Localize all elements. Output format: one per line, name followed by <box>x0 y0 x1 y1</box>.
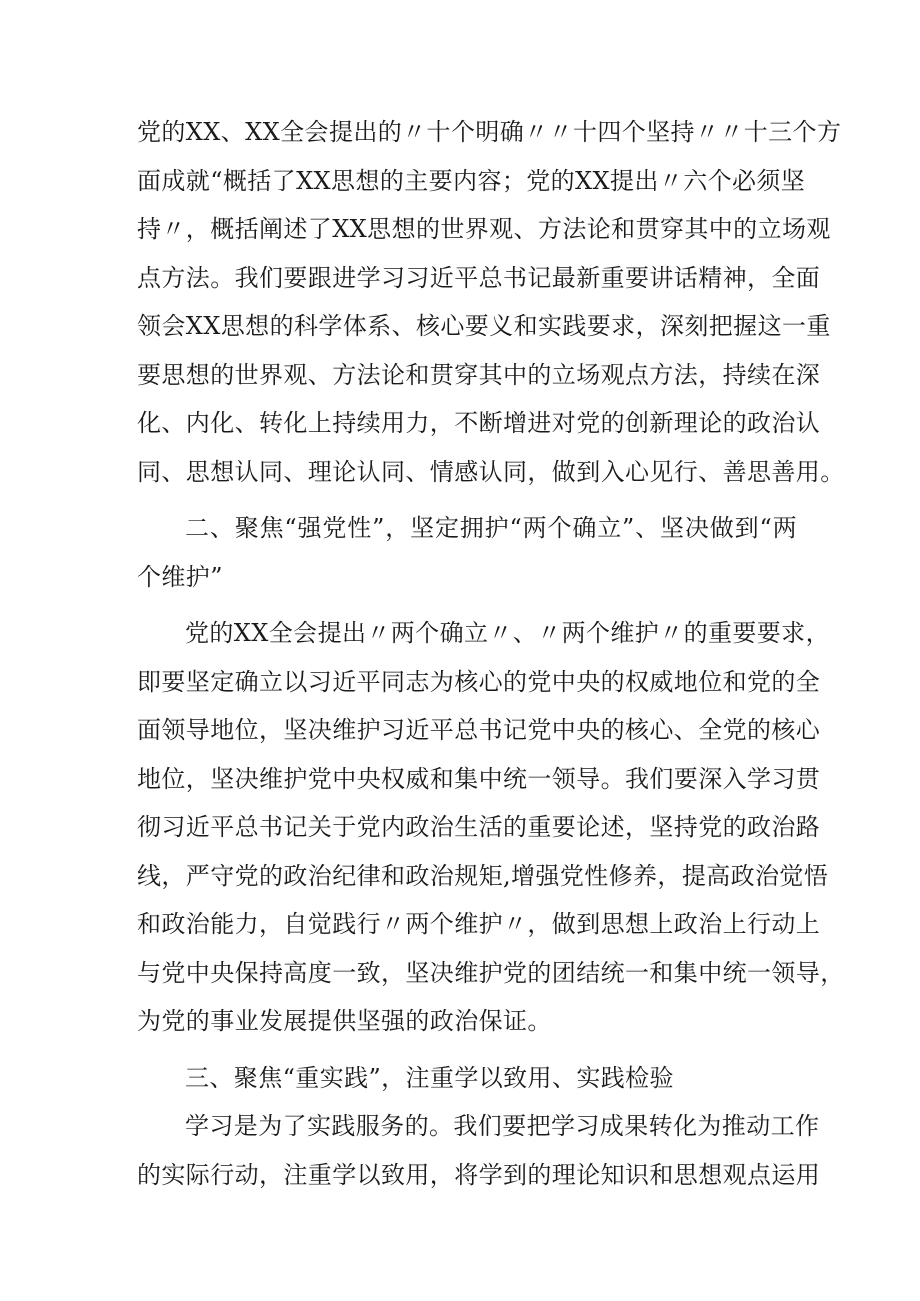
text-line: 党的XX、XX全会提出的〃十个明确〃〃十四个坚持〃〃十三个方 <box>137 118 842 146</box>
text-line: 和政治能力，自觉践行〃两个维护〃，做到思想上政治上行动上 <box>137 910 821 938</box>
text-line: 地位，坚决维护党中央权威和集中统一领导。我们要深入学习贯 <box>137 764 821 793</box>
section-heading-2: 二、聚焦“强党性”，坚定拥护“两个确立”、坚决做到“两 <box>185 514 797 542</box>
section-heading-3: 三、聚焦“重实践”，注重学以致用、实践检验 <box>185 1063 674 1092</box>
text-line: 同、思想认同、理论认同、情感认同，做到入心见行、善思善用。 <box>137 457 845 486</box>
text-line: 化、内化、转化上持续用力，不断增进对党的创新理论的政治认 <box>137 409 821 437</box>
text-line: 的实际行动，注重学以致用，将学到的理论知识和思想观点运用 <box>137 1160 821 1189</box>
text-line: 领会XX思想的科学体系、核心要义和实践要求，深刻把握这一重 <box>137 312 831 340</box>
document-body <box>137 108 845 1199</box>
text-line: 线，严守党的政治纪律和政治规矩,增强党性修养，提高政治觉悟 <box>137 861 829 890</box>
text-line: 即要坚定确立以习近平同志为核心的党中央的权威地位和党的全 <box>137 667 821 696</box>
text-line: 党的XX全会提出〃两个确立〃、〃两个维护〃的重要要求， <box>185 619 830 647</box>
text-line: 面成就“概括了XX思想的主要内容；党的XX提出〃六个必须坚 <box>137 166 806 195</box>
section-heading-2-continued: 个维护” <box>137 562 223 591</box>
text-line: 彻习近平总书记关于党内政治生活的重要论述，坚持党的政治路 <box>137 813 821 841</box>
text-line: 学习是为了实践服务的。我们要把学习成果转化为推动工作 <box>185 1112 820 1140</box>
text-line: 持〃，概括阐述了XX思想的世界观、方法论和贯穿其中的立场观 <box>137 215 831 243</box>
text-line: 为党的事业发展提供坚强的政治保证。 <box>137 1007 552 1035</box>
text-line: 要思想的世界观、方法论和贯穿其中的立场观点方法，持续在深 <box>137 360 821 389</box>
text-line: 面领导地位，坚决维护习近平总书记党中央的核心、全党的核心 <box>137 716 821 744</box>
text-line: 与党中央保持高度一致，坚决维护党的团结统一和集中统一领导， <box>137 958 845 987</box>
text-line: 点方法。我们要跟进学习习近平总书记最新重要讲话精神，全面 <box>137 263 821 292</box>
